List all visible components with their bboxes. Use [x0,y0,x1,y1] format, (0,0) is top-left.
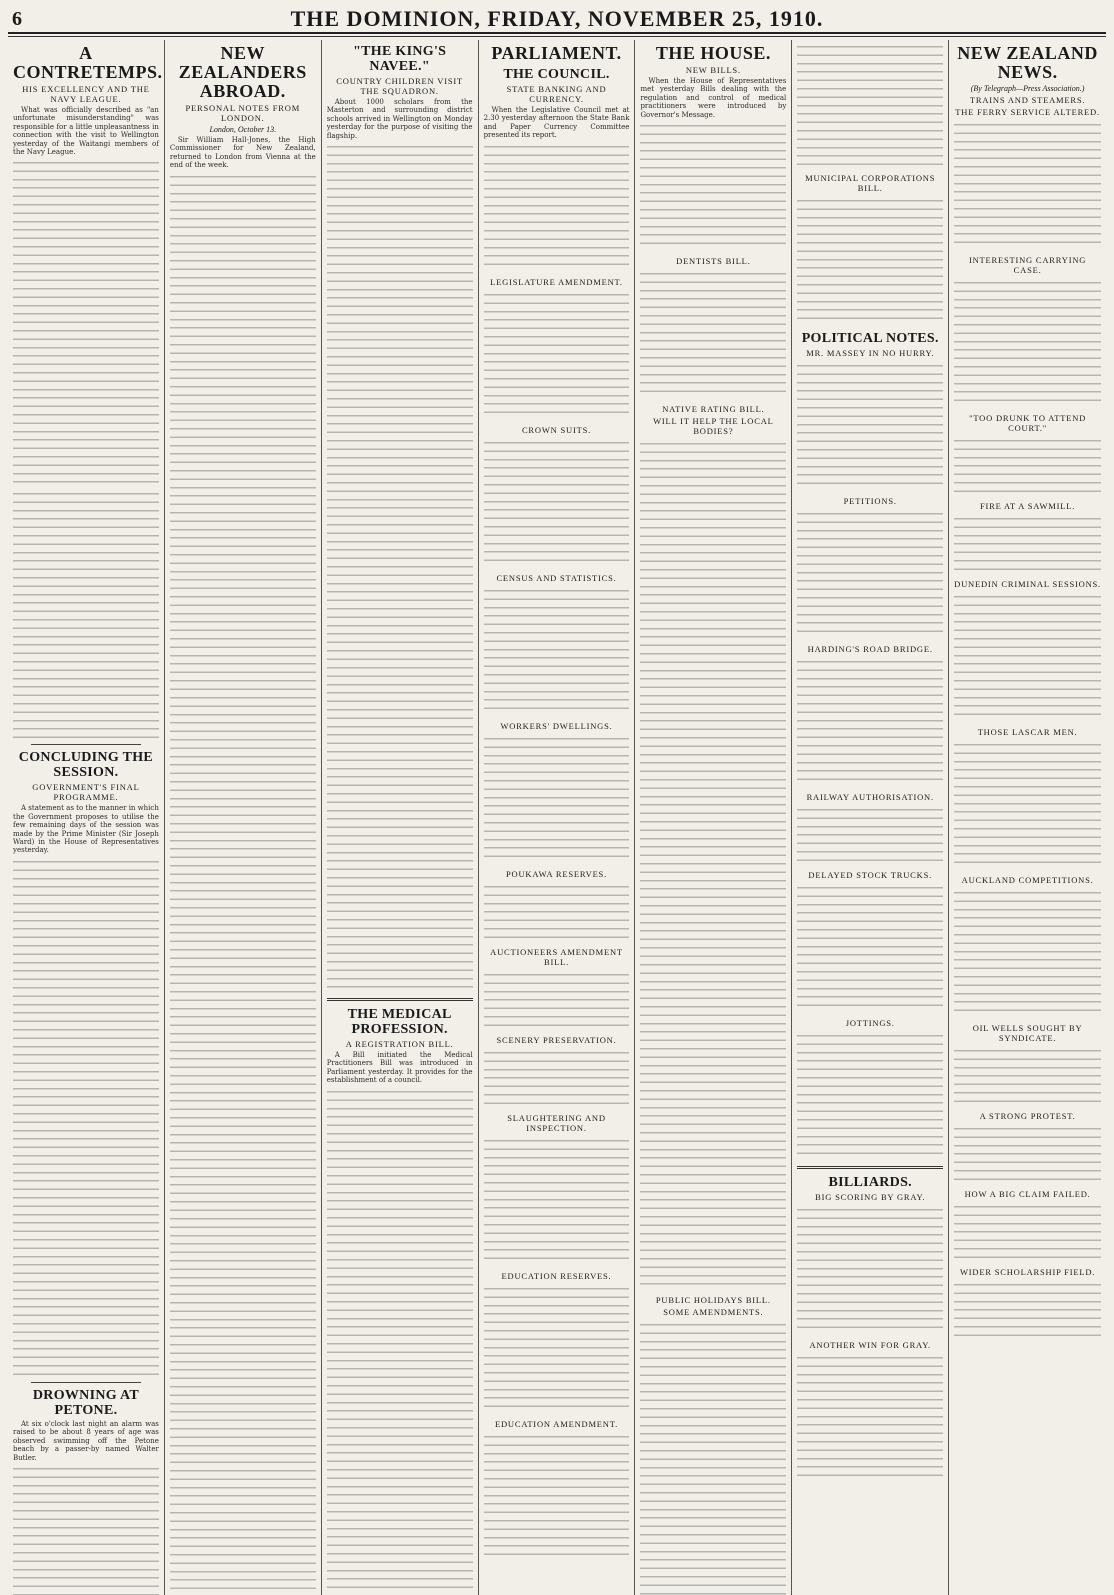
column-4 [479,40,636,1595]
article [797,496,943,638]
article [13,1388,159,1595]
headline: MUNICIPAL CORPORATIONS BILL. [805,173,936,193]
article [797,1175,943,1334]
article-text-lines [484,881,630,941]
headline: PUBLIC HOLIDAYS BILL. [655,1295,771,1306]
article-text-lines [797,1204,943,1334]
article [954,1189,1101,1261]
headline: DENTISTS BILL. [676,256,751,267]
section-heading: PARLIAMENT. [491,43,622,63]
headline: DUNEDIN CRIMINAL SESSIONS. [954,579,1101,589]
subheadline: COUNTRY CHILDREN VISIT THE SQUADRON. [336,76,463,96]
article [954,95,1101,249]
article [797,1018,943,1160]
subheadline: SOME AMENDMENTS. [663,1307,764,1318]
subheadline: A REGISTRATION BILL. [345,1039,454,1050]
headline: HARDING'S ROAD BRIDGE. [807,644,933,654]
article-text-lines [797,1030,943,1160]
article-text-lines [484,1283,630,1413]
column-2 [165,40,322,1595]
article [797,331,943,490]
headline: JOTTINGS. [845,1018,895,1028]
article-text-lines [954,119,1101,249]
article-text-lines [954,591,1101,721]
article-text-lines [13,856,159,1376]
article-text-lines [954,435,1101,495]
headline: FIRE AT A SAWMILL. [979,501,1076,511]
masthead-rule [8,36,1106,37]
article-text-lines [954,1123,1101,1183]
headline: PETITIONS. [843,496,897,506]
article-body: About 1000 scholars from the Masterton and surrounding district schools arrived in Wellington on Monday yesterday for the purpose of visiting the flagship. [326,98,473,140]
article-text-lines [640,959,786,1289]
article-text-lines [954,277,1101,407]
article-text-lines [640,1319,786,1595]
section-heading: THE HOUSE. [655,43,771,63]
article [954,727,1101,869]
article-text-lines [640,120,786,250]
article-text-lines [484,1135,630,1265]
headline: WORKERS' DWELLINGS. [500,720,613,731]
headline: NEW ZEALANDERS ABROAD. [178,43,307,101]
headline: SLAUGHTERING AND INSPECTION. [507,1112,606,1133]
article-text-lines [484,585,630,715]
headline: THE MEDICAL PROFESSION. [347,1007,452,1038]
article [170,44,316,1595]
headline: HOW A BIG CLAIM FAILED. [964,1189,1091,1199]
headline: CONCLUDING THE SESSION. [18,750,154,781]
article [484,1271,630,1413]
column-6 [792,40,949,1595]
article [484,1035,630,1107]
article-text-lines [13,1463,159,1595]
article [484,277,630,419]
article-text-lines [327,1086,473,1595]
headline: "THE KING'S NAVEE." [353,44,447,74]
article [484,721,630,863]
article-text-lines [797,41,943,171]
article [484,425,630,567]
article-text-lines [170,1213,316,1595]
article-text-lines [797,882,943,1012]
article-text-lines [797,1352,943,1482]
headline: CROWN SUITS. [521,424,592,435]
headline: A STRONG PROTEST. [979,1111,1076,1121]
headline: POUKAWA RESERVES. [505,868,608,879]
article-body: When the House of Representatives met yesterday Bills dealing with the regulation and control of medical practitioners were introduced by Governor's Message. [640,77,787,119]
headline: "TOO DRUNK TO ATTEND COURT." [969,413,1087,433]
divider [797,1166,943,1169]
article-text-lines [170,171,316,691]
article-text-lines [484,1431,630,1561]
article-text-lines [640,438,786,958]
headline: CENSUS AND STATISTICS. [496,572,617,583]
article [640,404,786,1289]
headline: OIL WELLS SOUGHT BY SYNDICATE. [972,1023,1083,1043]
article [13,43,163,738]
article [484,84,630,271]
article [640,44,786,250]
article [327,44,473,992]
subheadline: MR. MASSEY IN NO HURRY. [806,348,935,358]
article [797,173,943,325]
article-text-lines [484,1047,630,1107]
subheadline: THE FERRY SERVICE ALTERED. [955,107,1100,117]
headline: STATE BANKING AND CURRENCY. [506,84,607,104]
divider [31,1382,141,1383]
article [954,579,1101,721]
headline: THOSE LASCAR MEN. [977,727,1078,737]
headline: DELAYED STOCK TRUCKS. [808,870,933,880]
article-text-lines [484,969,630,1029]
article-body: At six o'clock last night an alarm was raised to be about 8 years of age was observed swimming off the Petone beach by a passer-by named Walter Butler. [13,1419,159,1462]
section-heading: NEW ZEALAND NEWS. [957,43,1098,82]
dateline: London, October 13. [209,125,277,134]
headline: AUCKLAND COMPETITIONS. [961,875,1094,885]
article-text-lines [170,692,316,1212]
article-body: What was officially described as "an unfortunate misunderstanding" was responsible for a little unpleasantness in connection with the visit to Wellington yesterday of the Waitangi members of the Navy League. [13,106,159,157]
article [484,1113,630,1265]
article-text-lines [797,804,943,864]
headline: NATIVE RATING BILL. [662,404,765,415]
headline: LEGISLATURE AMENDMENT. [490,276,623,287]
column-1 [8,40,165,1595]
article [954,1023,1101,1105]
subheadline: HIS EXCELLENCY AND THE NAVY LEAGUE. [22,84,150,104]
headline: WIDER SCHOLARSHIP FIELD. [959,1267,1096,1277]
article-text-lines [797,360,943,490]
headline: EDUCATION AMENDMENT. [494,1418,619,1429]
subheadline: GOVERNMENT'S FINAL PROGRAMME. [32,782,140,803]
article [484,1419,630,1561]
headline: TRAINS AND STEAMERS. [969,95,1086,105]
article [797,1340,943,1482]
article [484,947,630,1029]
article [327,1007,473,1595]
article [797,870,943,1012]
article-text-lines [954,1045,1101,1105]
subheadline: BIG SCORING BY GRAY. [815,1192,926,1202]
article-text-lines [327,662,473,992]
article-text-lines [954,1279,1101,1339]
article [797,644,943,786]
article-body: When the Legislative Council met at 2.30 yesterday afternoon the State Bank and Paper Currency Committee presented its report. [483,106,630,140]
article [954,255,1101,407]
column-7 [949,40,1106,1595]
article [797,792,943,864]
article-text-lines [327,141,473,661]
article-text-lines [797,195,943,325]
article-body: Sir William Hall-Jones, the High Commissioner for New Zealand, returned to London from Vienna at the end of the week. [169,136,316,170]
article-text-lines [954,513,1101,573]
article-text-lines [797,508,943,638]
headline: SCENERY PRESERVATION. [496,1034,617,1045]
article-body: A Bill initiated the Medical Practitioners Bill was introduced in Parliament yesterday. It provides for the establishment of a council. [326,1051,473,1085]
article-text-lines [13,157,159,487]
masthead-title: THE DOMINION, FRIDAY, NOVEMBER 25, 1910. [290,6,824,31]
subheadline: PERSONAL NOTES FROM LONDON. [185,103,301,123]
headline: A CONTRETEMPS. [13,43,163,82]
columns [8,40,1106,1595]
article-text-lines [484,141,630,271]
headline: BILLIARDS. [828,1175,912,1190]
article-text-lines [484,437,630,567]
headline: EDUCATION RESERVES. [501,1270,612,1281]
column-5 [635,40,792,1595]
article-text-lines [797,656,943,786]
subheadline: WILL IT HELP THE LOCAL BODIES? [653,416,774,437]
article [640,1295,786,1595]
section-subheading: THE COUNCIL. [503,67,610,82]
article [484,869,630,941]
article-text-lines [954,739,1101,869]
article [13,750,159,1375]
headline: ANOTHER WIN FOR GRAY. [809,1340,931,1350]
article [954,1111,1101,1183]
article-text-lines [484,733,630,863]
article [640,256,786,398]
page-number: 6 [12,7,22,30]
headline: INTERESTING CARRYING CASE. [968,255,1087,275]
article [954,875,1101,1017]
article [484,573,630,715]
headline: RAILWAY AUTHORISATION. [806,792,934,802]
article-text-lines [954,1201,1101,1261]
article-text-lines [954,887,1101,1017]
masthead [8,6,1106,34]
headline: NEW BILLS. [685,65,741,75]
article-body: A statement as to the manner in which the Government proposes to utilise the few remaining days of the session was made by the Prime Minister (Sir Joseph Ward) in the House of Representatives yesterday. [13,804,159,855]
section-byline: (By Telegraph—Press Association.) [970,84,1085,93]
article [954,1267,1101,1339]
article [954,501,1101,573]
article [954,413,1101,495]
divider [327,998,473,1001]
headline: DROWNING AT PETONE. [32,1387,139,1418]
headline: POLITICAL NOTES. [801,331,939,346]
column-3 [322,40,479,1595]
article-text-lines [640,268,786,398]
headline: AUCTIONEERS AMENDMENT BILL. [490,946,623,967]
divider [31,744,141,745]
article-text-lines [484,289,630,419]
article-text-lines [13,488,159,738]
